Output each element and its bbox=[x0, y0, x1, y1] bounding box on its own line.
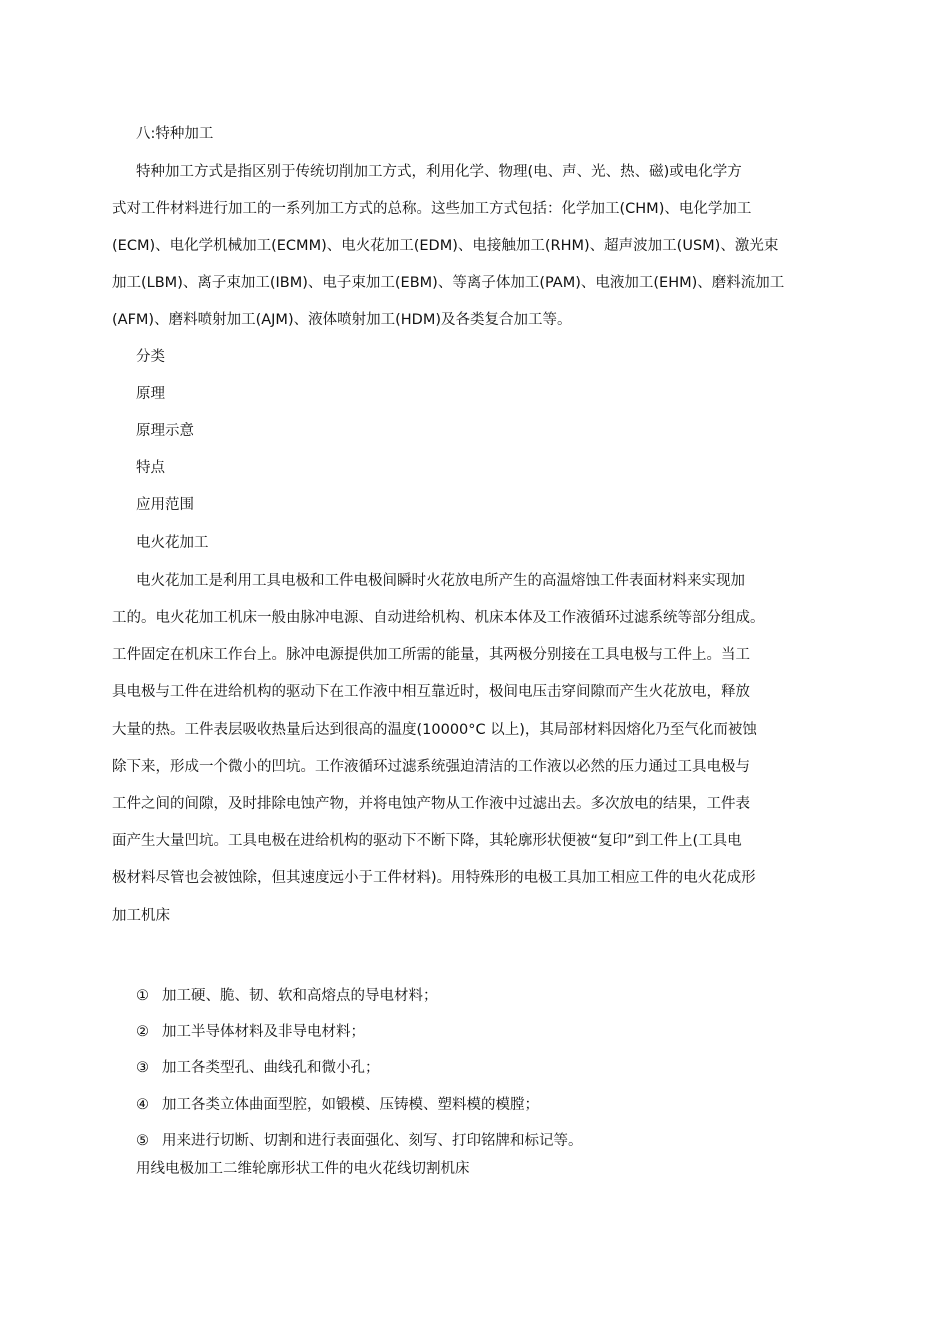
edm-line: 大量的热。工件表层吸收热量后达到很高的温度(10000°C 以上)，其局部材料因熔化乃至气化而被蚀 bbox=[112, 722, 757, 738]
list-item bbox=[136, 986, 438, 1006]
edm-line: 工件之间的间隙，及时排除电蚀产物，并将电蚀产物从工作液中过滤出去。多次放电的结果，工件表 bbox=[112, 796, 750, 812]
heading-applications: 应用范围 bbox=[136, 497, 194, 513]
list-text: 用来进行切断、切割和进行表面强化、刻写、打印铭牌和标记等。 bbox=[162, 1133, 583, 1149]
list-text: 加工各类立体曲面型腔，如锻模、压铸模、塑料模的模膛； bbox=[162, 1097, 539, 1113]
edm-line: 除下来，形成一个微小的凹坑。工作液循环过滤系统强迫清洁的工作液以必然的压力通过工具电极与 bbox=[112, 759, 750, 775]
heading-classification: 分类 bbox=[136, 349, 165, 365]
edm-line: 工件固定在机床工作台上。脉冲电源提供加工所需的能量，其两极分别接在工具电极与工件上。当工 bbox=[112, 647, 750, 663]
intro-line: 加工(LBM)、离子束加工(IBM)、电子束加工(EBM)、等离子体加工(PAM)、电液加工(EHM)、磨料流加工 bbox=[112, 275, 785, 291]
heading-edm: 电火花加工 bbox=[136, 535, 209, 551]
section-title: 八:特种加工 bbox=[136, 126, 214, 142]
list-text: 加工各类型孔、曲线孔和微小孔； bbox=[162, 1060, 380, 1076]
intro-line: 式对工件材料进行加工的一系列加工方式的总称。这些加工方式包括：化学加工(CHM)、电化学加工 bbox=[112, 201, 752, 217]
list-item bbox=[136, 1131, 583, 1151]
edm-line: 工的。电火花加工机床一般由脉冲电源、自动进给机构、机床本体及工作液循环过滤系统等部分组成。 bbox=[112, 610, 765, 626]
edm-line: 极材料尽管也会被蚀除，但其速度远小于工件材料)。用特殊形的电极工具加工相应工件的电火花成形 bbox=[112, 870, 756, 886]
list-text: 加工硬、脆、韧、软和高熔点的导电材料； bbox=[162, 988, 438, 1004]
intro-line: (ECM)、电化学机械加工(ECMM)、电火花加工(EDM)、电接触加工(RHM)、超声波加工(USM)、激光束 bbox=[112, 238, 779, 254]
heading-features: 特点 bbox=[136, 460, 165, 476]
list-item bbox=[136, 1022, 365, 1042]
list-item bbox=[136, 1058, 380, 1078]
intro-line: (AFM)、磨料喷射加工(AJM)、液体喷射加工(HDM)及各类复合加工等。 bbox=[112, 312, 572, 328]
list-item bbox=[136, 1095, 539, 1115]
heading-principle: 原理 bbox=[136, 386, 165, 402]
list-number: ④ bbox=[136, 1097, 149, 1113]
list-number: ① bbox=[136, 988, 149, 1004]
list-number: ③ bbox=[136, 1060, 149, 1076]
list-number: ② bbox=[136, 1024, 149, 1040]
wire-edm-caption: 用线电极加工二维轮廓形状工件的电火花线切割机床 bbox=[136, 1161, 470, 1177]
edm-line: 面产生大量凹坑。工具电极在进给机构的驱动下不断下降，其轮廓形状便被“复印”到工件上(工具电 bbox=[112, 833, 742, 849]
list-number: ⑤ bbox=[136, 1133, 149, 1149]
intro-line: 特种加工方式是指区别于传统切削加工方式，利用化学、物理(电、声、光、热、磁)或电化学方 bbox=[136, 164, 742, 180]
edm-line: 具电极与工件在进给机构的驱动下在工作液中相互靠近时，极间电压击穿间隙而产生火花放电，释放 bbox=[112, 684, 750, 700]
edm-line: 电火花加工是利用工具电极和工件电极间瞬时火花放电所产生的高温熔蚀工件表面材料来实现加 bbox=[136, 573, 745, 589]
list-text: 加工半导体材料及非导电材料； bbox=[162, 1024, 365, 1040]
edm-line: 加工机床 bbox=[112, 908, 170, 924]
heading-principle-diagram: 原理示意 bbox=[136, 423, 194, 439]
